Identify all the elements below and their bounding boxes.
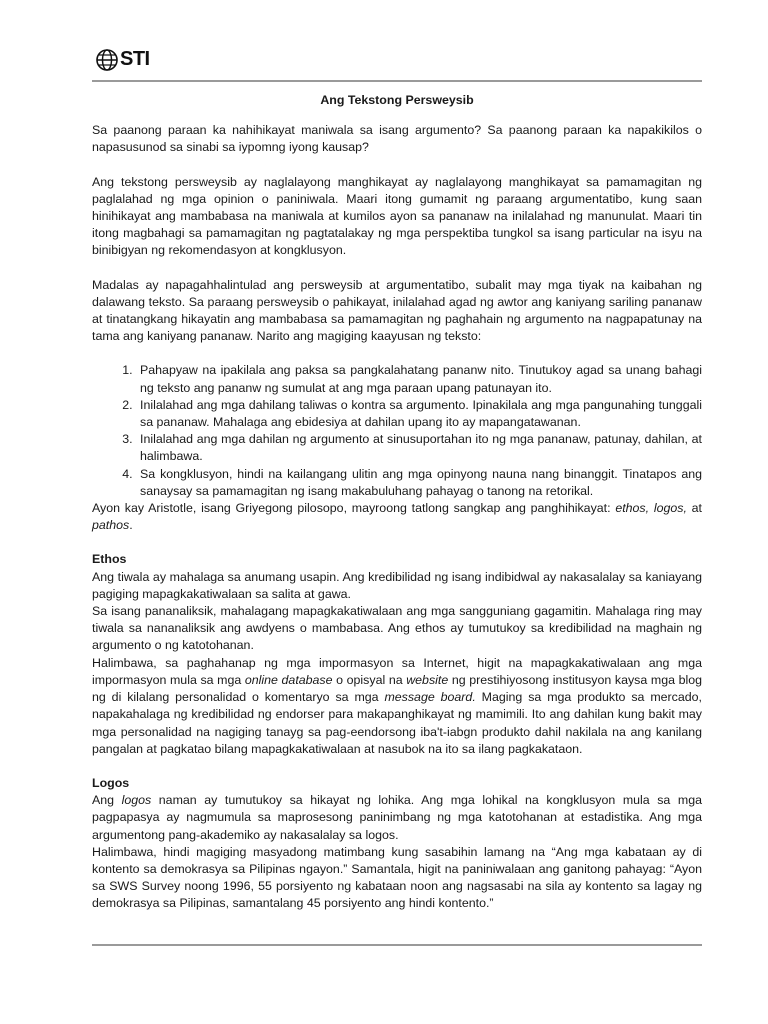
intro-paragraph: Sa paanong paraan ka nahihikayat maniwala sa isang argumento? Sa paanong paraan ka napakikilos o napasusunod sa sinabi sa iypomng iyong kausap? [92,123,702,155]
paragraph-definition: Ang tekstong persweysib ay naglalayong manghikayat ay naglalayong manghikayat sa pamamagitan ng paglalahad ng mga opinion o paniniwala. Maari itong gumamit ng paraang argumentatibo, kung saan hinihikayat ang mambabasa na maniwala at kumilos ayon sa pananaw na inilalahad ng manunulat. Maari tin itong magbahagi sa pamamagitan ng pagtatalakay ng mga perspektiba tungkol sa isang particular na isyu na binibigyan ng rekomendasyon at kongklusyon. [92,174,702,258]
globe-logo-icon [96,49,118,71]
paragraph-comparison: Madalas ay napagahhalintulad ang persweysib at argumentatibo, subalit may mga tiyak na kaibahan ng dalawang teksto. Sa paraang persweysib o pahikayat, inilalahad agad ng awtor ang kaniyang sariling pananaw at tinatangkang hikayatin ang mambabasa sa pamamagitan ng paghahain ng argumento na nagpapatunay na tama ang kaniyang pananaw. Narito ang magiging kaayusan ng teksto: [92,277,702,344]
ethos-online-database: online database [244,672,333,687]
logos-term: logos [121,793,152,808]
list-item: 3. Inilalahad ang mga dahilan ng argumento at sinusuportahan ito ng mga pananaw, patunay, dahilan, at halimbawa. [136,431,702,465]
ethos-paragraph-2: Sa isang pananaliksik, mahalagang mapagkakatiwalaan ang mga sangguniang gagamitin. Mahalaga ring may tiwala sa nananaliksik ang awdyens o mambabasa. Ang ethos ay tumutukoy sa kredibilidad na maghain ng argumento o ng katotohanan. [92,604,702,653]
ethos-paragraph-3 [92,655,702,758]
header-divider [92,80,702,82]
logos-paragraph-2: Halimbawa, hindi magiging masyadong matimbang kung sasabihin lamang na “Ang mga kabataan ay di kontento sa demokrasya sa Pilipinas ngayon.” Samantala, higit na paniniwalaan ang ganitong pahayag: “Ayon sa SWS Survey noong 1996, 55 porsiyento ng kabataan noon ang nagsasabi na sila ay kontento sa lagay ng demokrasya sa Pilipinas, samantalang 45 porsiyento ang hindi kontento.” [92,844,702,911]
logo-text: STI [120,48,150,70]
footer-divider [92,944,702,946]
logos-text-a: Ang [92,793,122,808]
aristotle-pathos: pathos [92,518,130,533]
aristotle-text: Ayon kay Aristotle, isang Griyegong pilosopo, mayroong tatlong sangkap ang panghihikayat: [92,501,616,516]
document-title: Ang Tekstong Persweysib [320,93,474,107]
logos-text-b: naman ay tumutukoy sa hikayat ng lohika. Ang mga lohikal na kongklusyon mula sa mga pagpapasya ay nagmumula sa maprosesong paninimbang ng mga katotohanan at estadistika. Ang mga argumentong pang-akademiko ay nakasalalay sa logos. [92,793,702,842]
list-item: 2. Inilalahad ang mga dahilang taliwas o kontra sa argumento. Ipinakilala ang mga pangunahing tunggali sa pananaw. Mahalaga ang ebidesiya at dahilan upang ito ay mapangatawanan. [136,397,702,431]
list-item: 1. Pahapyaw na ipakilala ang paksa sa pangkalahatang pananw nito. Tinutukoy agad sa unang bahagi ng teksto ang pananw ng sumulat at ang mga paraan upang patunayan ito. [136,362,702,396]
aristotle-conj: at [686,501,703,516]
document-body [92,92,702,913]
ethos-heading: Ethos [92,552,127,567]
header [96,48,150,71]
aristotle-paragraph [92,500,702,534]
ethos-text-a: Halimbawa, sa paghahanap ng mga impormasyon sa Internet, higit na mapagkakatiwalaan ang mga impormasyon mula sa mga [92,655,702,687]
ethos-paragraph-1: Ang tiwala ay mahalaga sa anumang usapin. Ang kredibilidad ng isang indibidwal ay nakasalalay sa kaniayang pagiging mapagkakatiwalaan sa salita at gawa. [92,569,702,601]
list-item: 4. Sa kongklusyon, hindi na kailangang ulitin ang mga opinyong nauna nang binanggit. Tinatapos ang sanaysay sa pamamagitan ng isang makabuluhang pahayag o tanong na retorikal. [136,466,702,500]
ethos-website: website [406,672,449,687]
aristotle-terms: ethos, logos, [615,501,687,516]
ethos-message-board: message board. [384,690,476,705]
ethos-text-d: Maging sa mga produkto sa mercado, napakahalaga ng kredibilidad ng endorser para makapanghikayat ng mamimili. Ito ang dahilan kung bakit may mga personalidad na nagiging tanayg sa pag-eendorsong iba't-iabgn produkto dahil nakilala na ang kanilang pangalan at pagkatao bilang mapagkakatiwalaan at nasubok na ito sa ilang pagkakataon. [92,690,702,756]
ethos-text-c: ng prestihiyosong institusyon kaysa mga blog ng di kilalang personalidad o komentaryo sa mga [92,672,703,705]
logos-paragraph-1 [92,792,702,844]
logos-heading: Logos [92,775,130,790]
structure-list [92,362,702,500]
aristotle-end: . [129,518,133,533]
ethos-text-b: o opisyal na [332,672,407,687]
